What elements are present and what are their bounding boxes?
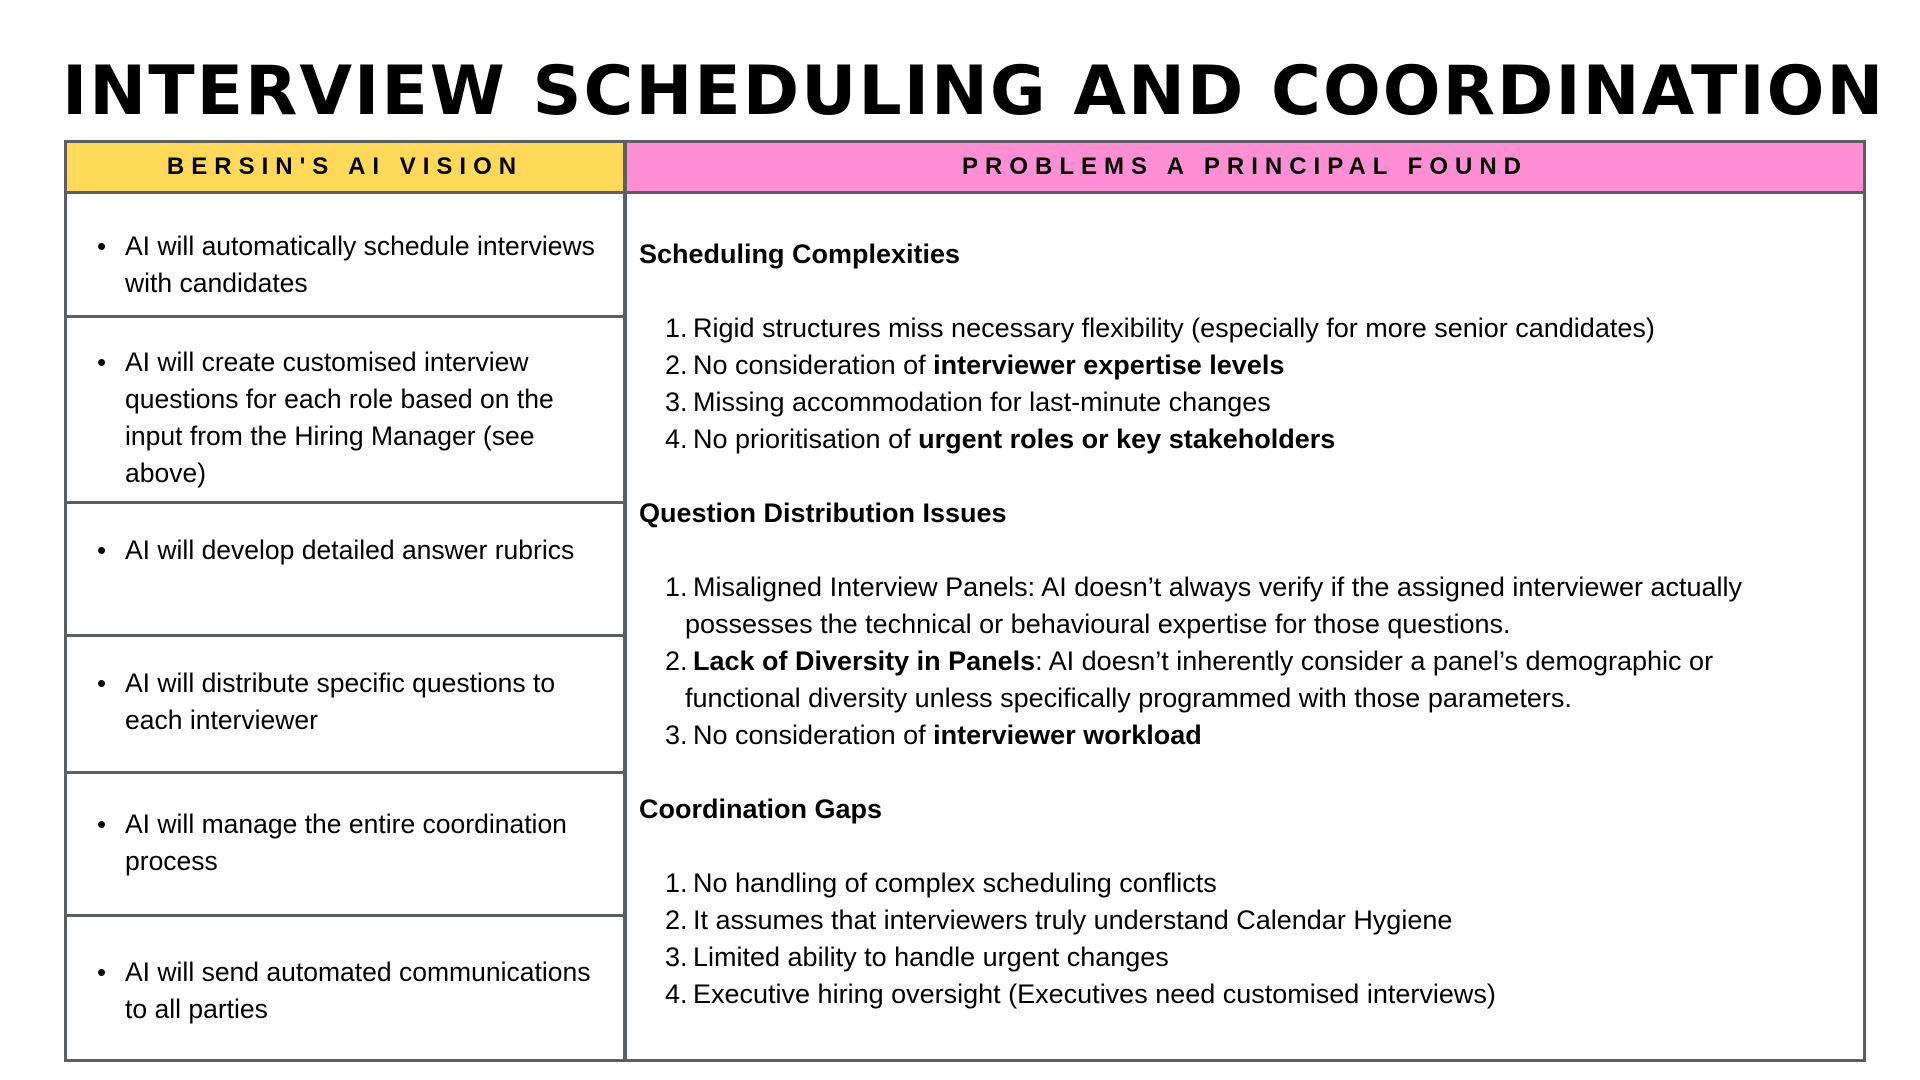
item-number: 1. xyxy=(665,572,688,602)
bullet-icon: • xyxy=(97,347,107,377)
vision-item-text: AI will send automated communications to all parties xyxy=(125,957,591,1024)
item-number: 3. xyxy=(665,387,688,417)
vision-item-text: AI will manage the entire coordination process xyxy=(125,809,567,876)
item-text: : AI doesn’t inherently consider a panel’s demographic or xyxy=(1035,646,1714,676)
problem-item xyxy=(665,310,1833,347)
bullet-icon: • xyxy=(97,668,107,698)
problem-item xyxy=(665,643,1833,717)
item-text: No handling of complex scheduling conflicts xyxy=(693,868,1217,898)
item-text: No consideration of xyxy=(693,720,934,750)
item-number: 3. xyxy=(665,720,688,750)
vision-item xyxy=(67,318,623,504)
problem-item xyxy=(665,865,1833,902)
section-heading: Coordination Gaps xyxy=(639,794,882,824)
bullet-icon: • xyxy=(97,957,107,987)
section-heading: Scheduling Complexities xyxy=(639,239,961,269)
item-emphasis: interviewer workload xyxy=(933,720,1202,750)
item-number: 3. xyxy=(665,942,688,972)
item-lead: Lack of Diversity in Panels xyxy=(693,646,1036,676)
vision-item xyxy=(67,917,623,1059)
vision-item-text: AI will automatically schedule interviews with candidates xyxy=(125,231,595,298)
item-number: 2. xyxy=(665,350,688,380)
vision-item xyxy=(67,774,623,917)
vision-item xyxy=(67,194,623,318)
item-text: Executive hiring oversight (Executives need customised interviews) xyxy=(693,979,1496,1009)
problem-item xyxy=(665,384,1833,421)
vision-item-text: AI will develop detailed answer rubrics xyxy=(125,535,575,565)
problem-item xyxy=(665,569,1833,643)
section-heading: Question Distribution Issues xyxy=(639,498,1007,528)
item-text: Misaligned Interview Panels: AI doesn’t always verify if the assigned interviewer actually xyxy=(693,572,1743,602)
vision-item xyxy=(67,637,623,774)
bullet-icon: • xyxy=(97,809,107,839)
comparison-table xyxy=(64,140,1866,1062)
item-number: 4. xyxy=(665,979,688,1009)
item-continuation: functional diversity unless specifically programmed with those parameters. xyxy=(685,683,1572,713)
item-continuation: possesses the technical or behavioural expertise for those questions. xyxy=(685,609,1511,639)
item-number: 2. xyxy=(665,905,688,935)
problem-item xyxy=(665,976,1833,1013)
item-emphasis: urgent roles or key stakeholders xyxy=(918,424,1336,454)
item-text: It assumes that interviewers truly understand Calendar Hygiene xyxy=(693,905,1453,935)
item-number: 1. xyxy=(665,868,688,898)
problem-item xyxy=(665,717,1833,754)
page-title: INTERVIEW SCHEDULING AND COORDINATION xyxy=(62,52,1886,131)
item-text: Rigid structures miss necessary flexibility (especially for more senior candidates) xyxy=(693,313,1655,343)
item-text: No consideration of xyxy=(693,350,934,380)
vision-item-text: AI will create customised interview questions for each role based on the input from the Hiring Manager (see above) xyxy=(125,347,554,488)
item-text: No prioritisation of xyxy=(693,424,919,454)
problem-item xyxy=(665,421,1833,458)
item-number: 4. xyxy=(665,424,688,454)
bullet-icon: • xyxy=(97,231,107,261)
bullet-icon: • xyxy=(97,535,107,565)
item-number: 1. xyxy=(665,313,688,343)
item-text: Limited ability to handle urgent changes xyxy=(693,942,1169,972)
problems-column-header: PROBLEMS A PRINCIPAL FOUND xyxy=(627,143,1863,191)
vision-item-text: AI will distribute specific questions to each interviewer xyxy=(125,668,556,735)
vision-column-header: BERSIN'S AI VISION xyxy=(67,143,623,191)
item-text: Missing accommodation for last-minute changes xyxy=(693,387,1271,417)
problem-item xyxy=(665,939,1833,976)
column-divider xyxy=(623,143,627,1059)
vision-item xyxy=(67,504,623,637)
problem-item xyxy=(665,902,1833,939)
item-number: 2. xyxy=(665,646,688,676)
item-emphasis: interviewer expertise levels xyxy=(933,350,1285,380)
problem-item xyxy=(665,347,1833,384)
